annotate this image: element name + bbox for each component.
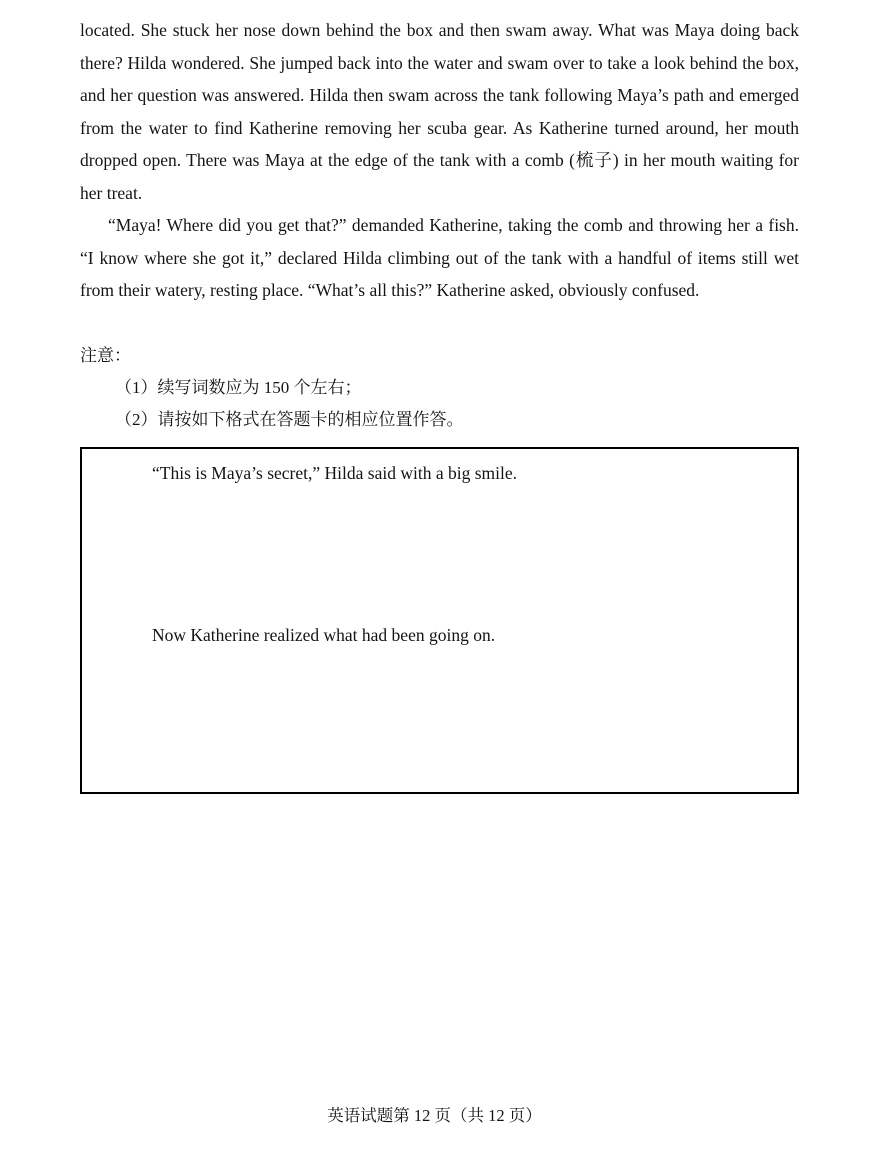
notice-section — [80, 340, 799, 436]
continuation-prompt-2: Now Katherine realized what had been going on. — [152, 624, 496, 645]
page-content — [80, 14, 799, 794]
story-paragraph-2: “Maya! Where did you get that?” demanded Katherine, taking the comb and throwing her a fish. “I know where she got it,” declared Hilda climbing out of the tank with a handful of items still wet from their watery, resting place. “What’s all this?” Katherine asked, obviously confused. — [80, 215, 799, 300]
page-footer: 英语试题第 12 页（共 12 页） — [327, 1106, 542, 1125]
notice-item-answer-format: （2）请按如下格式在答题卡的相应位置作答。 — [115, 409, 464, 429]
answer-format-box — [80, 447, 799, 794]
story-paragraph-1: located. She stuck her nose down behind the box and then swam away. What was Maya doing back there? Hilda wondered. She jumped back into the water and swam over to take a look behind the box, and her question was answered. Hilda then swam across the tank following Maya’s path and emerged from the water to find Katherine removing her scuba gear. As Katherine turned around, her mouth dropped open. There was Maya at the edge of the tank with a comb (梳子) in her mouth waiting for her treat. — [80, 20, 799, 203]
continuation-prompt-1: “This is Maya’s secret,” Hilda said with a big smile. — [152, 462, 517, 483]
notice-label: 注意： — [80, 345, 131, 365]
notice-item-word-count: （1）续写词数应为 150 个左右； — [115, 377, 362, 397]
